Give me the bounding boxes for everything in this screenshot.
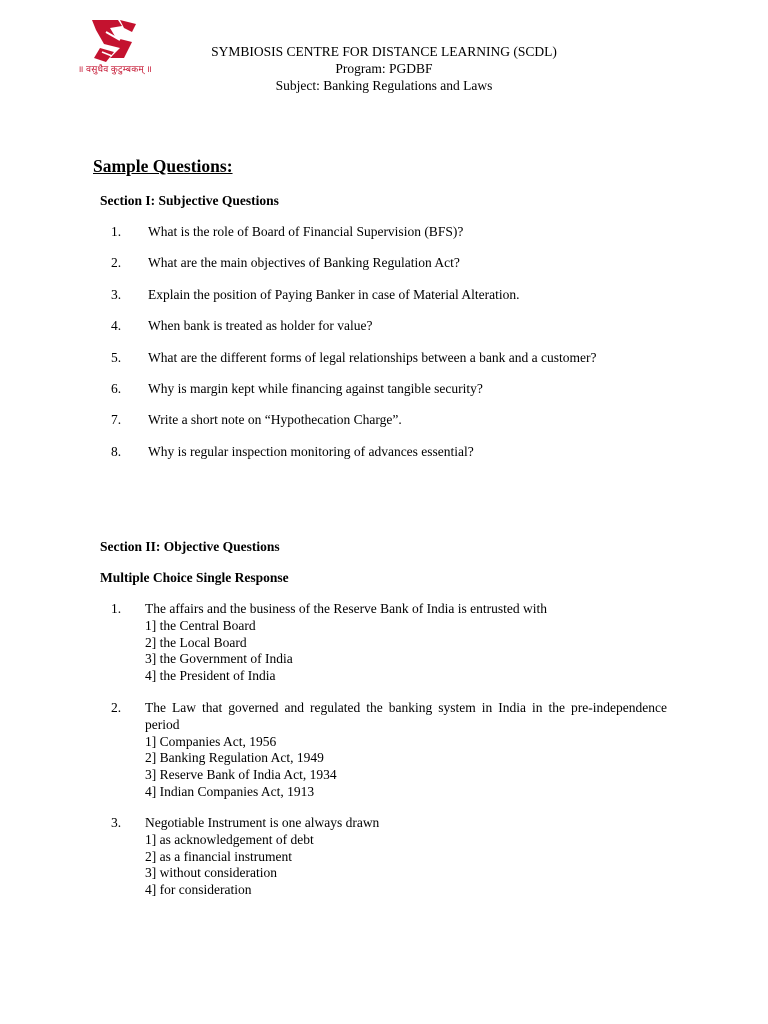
answer-option: 3] the Government of India <box>145 651 293 667</box>
answer-option: 4] the President of India <box>145 668 276 684</box>
question-number: 5. <box>111 350 122 365</box>
question-text: What are the main objectives of Banking Regulation Act? <box>148 255 460 270</box>
answer-option: 2] Banking Regulation Act, 1949 <box>145 750 324 766</box>
question-stem: The Law that governed and regulated the banking system in India in the pre-independence period <box>145 700 667 732</box>
question-text: What are the different forms of legal relationships between a bank and a customer? <box>148 350 597 365</box>
question-text: What is the role of Board of Financial Supervision (BFS)? <box>148 224 464 239</box>
question-text: When bank is treated as holder for value? <box>148 318 373 333</box>
logo-motto: ॥ वसुधैव कुटुम्बकम् ॥ <box>78 64 152 74</box>
question-number: 3. <box>111 815 122 830</box>
question-number: 1. <box>111 224 122 239</box>
subjective-question <box>0 412 768 432</box>
subjective-question <box>0 318 768 338</box>
subject-name: Subject: Banking Regulations and Laws <box>275 78 493 93</box>
question-number: 2. <box>111 700 122 715</box>
question-text: Why is regular inspection monitoring of advances essential? <box>148 444 474 459</box>
question-stem: The affairs and the business of the Reserve Bank of India is entrusted with <box>145 601 548 616</box>
question-stem: Negotiable Instrument is one always drawn <box>145 815 380 830</box>
answer-option: 2] as a financial instrument <box>145 848 292 864</box>
subjective-question <box>0 444 768 464</box>
question-number: 3. <box>111 287 122 302</box>
subjective-question <box>0 350 768 370</box>
institution-name: SYMBIOSIS CENTRE FOR DISTANCE LEARNING (SCDL) <box>211 44 557 59</box>
answer-option: 1] Companies Act, 1956 <box>145 733 277 749</box>
answer-option: 1] the Central Board <box>145 617 256 633</box>
answer-option: 4] for consideration <box>145 882 252 898</box>
subjective-question <box>0 381 768 401</box>
question-text: Write a short note on “Hypothecation Charge”. <box>148 412 402 427</box>
question-number: 6. <box>111 381 122 396</box>
section2-subheading: Multiple Choice Single Response <box>100 570 289 585</box>
subjective-question <box>0 255 768 275</box>
section1-heading: Section I: Subjective Questions <box>100 193 279 208</box>
question-number: 7. <box>111 412 122 427</box>
answer-option: 3] Reserve Bank of India Act, 1934 <box>145 767 337 783</box>
program-name: Program: PGDBF <box>335 61 433 76</box>
question-text: Explain the position of Paying Banker in case of Material Alteration. <box>148 287 520 302</box>
answer-option: 2] the Local Board <box>145 634 247 650</box>
answer-option: 3] without consideration <box>145 865 277 881</box>
page-title: Sample Questions: <box>93 156 233 176</box>
section2-heading: Section II: Objective Questions <box>100 539 280 554</box>
subjective-question <box>0 287 768 307</box>
subjective-question <box>0 224 768 244</box>
answer-option: 1] as acknowledgement of debt <box>145 831 314 847</box>
answer-option: 4] Indian Companies Act, 1913 <box>145 783 315 799</box>
question-number: 2. <box>111 255 122 270</box>
question-number: 1. <box>111 601 122 616</box>
question-number: 8. <box>111 444 122 459</box>
question-number: 4. <box>111 318 122 333</box>
question-text: Why is margin kept while financing against tangible security? <box>148 381 483 396</box>
